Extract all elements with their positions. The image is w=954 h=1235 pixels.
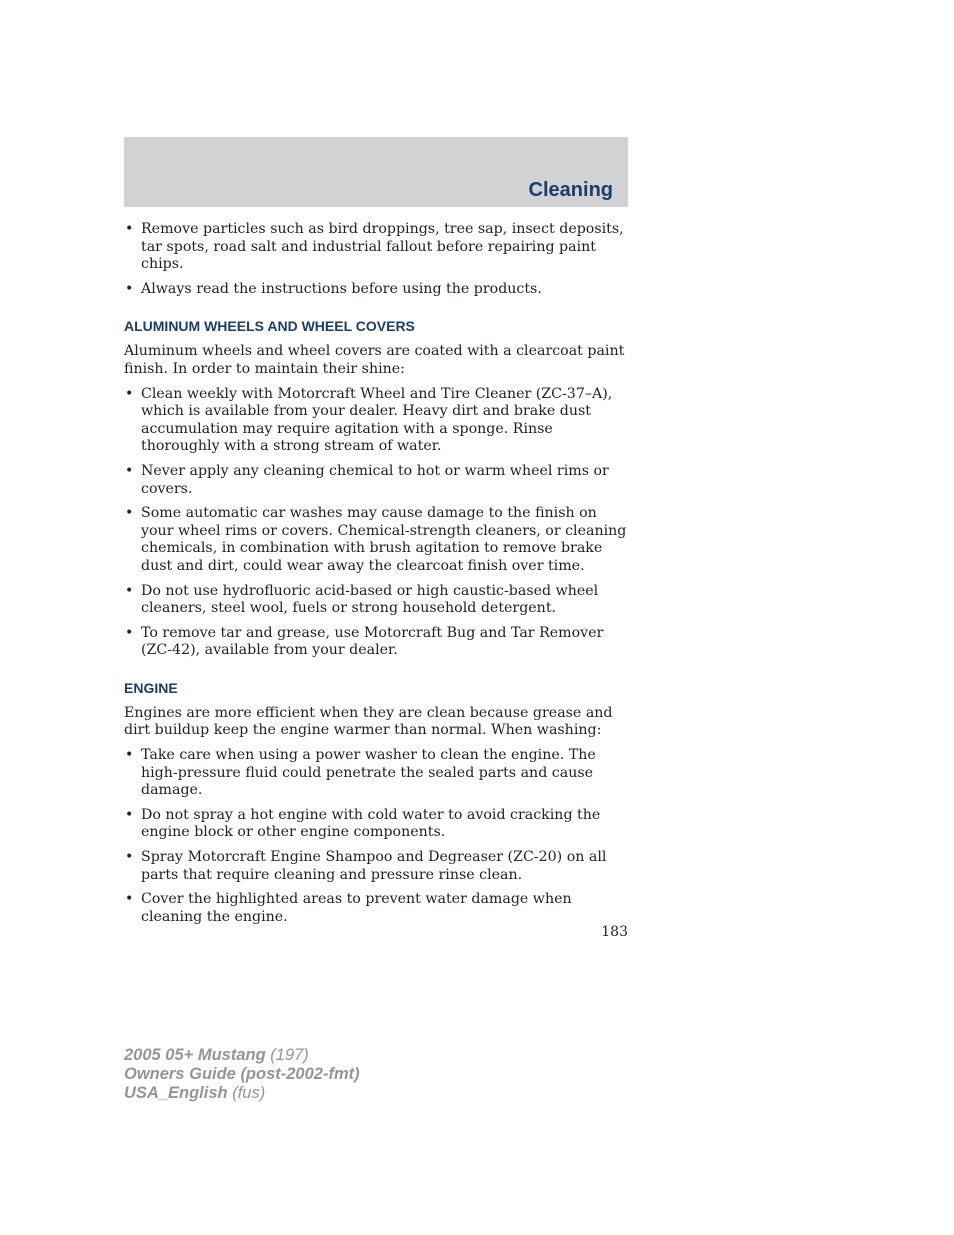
footer-language-code: (fus) bbox=[227, 1084, 266, 1102]
section-paragraph: Aluminum wheels and wheel covers are coated with a clearcoat paint finish. In order to maintain their shine: bbox=[124, 343, 625, 377]
footer-line-guide bbox=[124, 1065, 360, 1084]
bullet-icon: • bbox=[125, 849, 134, 866]
list-item bbox=[124, 386, 628, 456]
list-item bbox=[124, 505, 628, 575]
section-header-band bbox=[124, 137, 628, 207]
list-item-text: To remove tar and grease, use Motorcraft Bug and Tar Remover (ZC-42), available from your dealer. bbox=[141, 624, 604, 659]
list-item bbox=[124, 849, 628, 884]
page-number: 183 bbox=[601, 924, 628, 940]
bullet-icon: • bbox=[125, 624, 134, 641]
list-item-text: Some automatic car washes may cause damage to the finish on your wheel rims or covers. Chemical-strength cleaners, or cleaning chemicals, in combination with brush agitation to remove brake dust and dirt, could wear away the clearcoat finish over time. bbox=[141, 505, 627, 574]
bullet-icon: • bbox=[125, 462, 134, 479]
aluminum-wheels-bullet-list bbox=[124, 386, 628, 660]
bullet-icon: • bbox=[125, 280, 134, 297]
bullet-icon: • bbox=[125, 385, 134, 402]
list-item bbox=[124, 583, 628, 618]
section-paragraph: Engines are more efficient when they are clean because grease and dirt buildup keep the engine warmer than normal. When washing: bbox=[124, 704, 613, 739]
list-item bbox=[124, 891, 628, 926]
bullet-icon: • bbox=[125, 221, 134, 237]
bullet-icon: • bbox=[125, 806, 134, 823]
list-item bbox=[124, 221, 628, 274]
engine-bullet-list bbox=[124, 747, 628, 926]
list-item-text: Remove particles such as bird droppings, tree sap, insect deposits, tar spots, road salt and industrial fallout before repairing paint chips. bbox=[141, 221, 624, 273]
list-item bbox=[124, 807, 628, 842]
document-footer bbox=[124, 1046, 360, 1103]
footer-guide: Owners Guide (post-2002-fmt) bbox=[124, 1065, 360, 1083]
list-item bbox=[124, 463, 628, 498]
list-item-text: Do not use hydrofluoric acid-based or high caustic-based wheel cleaners, steel wool, fuels or strong household detergent. bbox=[141, 582, 599, 617]
list-item-text: Do not spray a hot engine with cold water to avoid cracking the engine block or other engine components. bbox=[141, 806, 601, 841]
bullet-icon: • bbox=[125, 891, 134, 908]
footer-line-vehicle bbox=[124, 1046, 360, 1065]
page-content bbox=[124, 221, 628, 933]
list-item-text: Cover the highlighted areas to prevent water damage when cleaning the engine. bbox=[141, 891, 572, 925]
intro-bullet-list bbox=[124, 221, 628, 298]
list-item-text: Never apply any cleaning chemical to hot or warm wheel rims or covers. bbox=[141, 462, 609, 497]
footer-language: USA_English bbox=[124, 1084, 228, 1102]
list-item-text: Clean weekly with Motorcraft Wheel and Tire Cleaner (ZC-37–A), which is available from your dealer. Heavy dirt and brake dust accumulation may require agitation with a sponge. Rinse thoroughly with a strong stream of water. bbox=[141, 385, 613, 455]
section-title: Cleaning bbox=[528, 179, 613, 201]
footer-line-language bbox=[124, 1084, 360, 1103]
list-item-text: Always read the instructions before using the products. bbox=[141, 280, 542, 297]
footer-vehicle-code: (197) bbox=[265, 1046, 309, 1064]
section-heading-engine: ENGINE bbox=[124, 679, 178, 696]
list-item bbox=[124, 747, 628, 800]
bullet-icon: • bbox=[125, 747, 134, 764]
bullet-icon: • bbox=[125, 582, 134, 599]
footer-vehicle: 2005 05+ Mustang bbox=[124, 1046, 266, 1064]
bullet-icon: • bbox=[125, 505, 134, 522]
list-item-text: Take care when using a power washer to clean the engine. The high-pressure fluid could penetrate the sealed parts and cause damage. bbox=[141, 747, 596, 799]
list-item bbox=[124, 625, 628, 660]
section-heading-aluminum-wheels: ALUMINUM WHEELS AND WHEEL COVERS bbox=[124, 318, 415, 335]
list-item-text: Spray Motorcraft Engine Shampoo and Degreaser (ZC-20) on all parts that require cleaning and pressure rinse clean. bbox=[141, 849, 607, 883]
list-item bbox=[124, 281, 628, 299]
